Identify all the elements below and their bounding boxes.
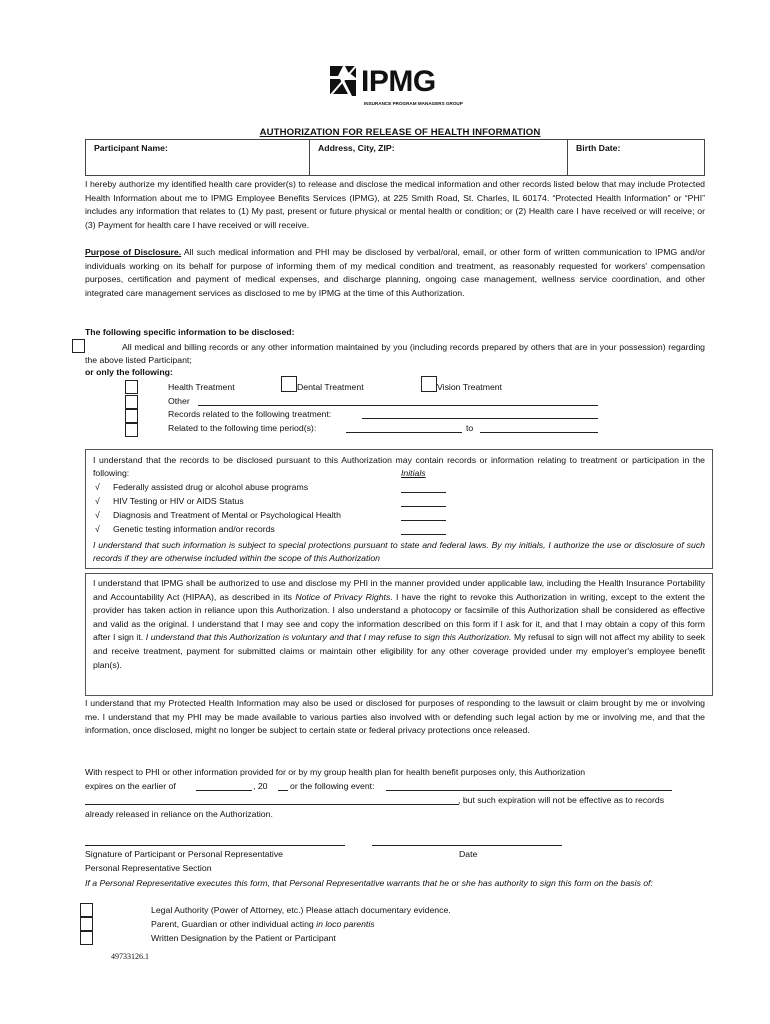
initials-line[interactable] (401, 506, 446, 507)
sensitive-item-label: HIV Testing or HIV or AIDS Status (113, 496, 244, 506)
birth-date-label: Birth Date: (576, 143, 621, 153)
logo (328, 64, 478, 110)
initials-line[interactable] (401, 534, 446, 535)
all-records-text (85, 341, 705, 366)
check-icon: √ (95, 482, 100, 492)
expiration-line-2 (85, 781, 176, 791)
check-icon: √ (95, 496, 100, 506)
parent-guardian-text: Parent, Guardian or other individual acting (151, 919, 314, 929)
purpose-paragraph (85, 246, 705, 300)
voluntary-statement: I understand that this Authorization is voluntary and that I may refuse to sign this Authorization. (145, 632, 512, 643)
participant-name-label: Participant Name: (94, 143, 168, 153)
health-treatment-checkbox[interactable] (125, 380, 138, 394)
personal-rep-heading: Personal Representative Section (85, 863, 212, 873)
records-related-label: Records related to the following treatment: (168, 409, 332, 419)
sensitive-item (95, 509, 341, 522)
legal-authority-checkbox[interactable] (80, 903, 93, 917)
time-period-to-line[interactable] (480, 432, 598, 433)
signature-line[interactable] (85, 845, 345, 846)
all-records-checkbox[interactable] (72, 339, 85, 353)
sensitive-item (95, 495, 244, 508)
sensitive-item (95, 523, 275, 536)
expiration-event-line-2[interactable] (85, 804, 459, 805)
records-related-line[interactable] (362, 418, 598, 419)
ipmg-logo-mark-icon (328, 64, 358, 98)
expiration-line-1: With respect to PHI or other information provided for or by my group health plan for health benefit purposes only, this Authorization (85, 767, 586, 777)
vision-treatment-checkbox[interactable] (421, 376, 437, 392)
time-period-from-line[interactable] (346, 432, 462, 433)
written-designation-checkbox[interactable] (80, 931, 93, 945)
expiration-year-line[interactable] (278, 790, 288, 791)
expiration-date-line[interactable] (196, 790, 252, 791)
time-period-label: Related to the following time period(s): (168, 423, 317, 433)
sensitive-note: I understand that such information is subject to special protections pursuant to state and federal laws. By my initials, I authorize the use or disclosure of such records if they are otherwise included within the scope of this Authorization (93, 540, 705, 563)
other-label: Other (168, 396, 190, 406)
dental-treatment-label: Dental Treatment (297, 382, 364, 392)
privacy-notice-ref: Notice of Privacy Rights (295, 591, 391, 602)
sensitive-intro: I understand that the records to be disclosed pursuant to this Authorization may contain records or information relating to treatment or participation in the following: (93, 455, 705, 478)
personal-rep-note: If a Personal Representative executes this form, that Personal Representative warrants that he or she has authority to sign this form on the basis of: (85, 878, 653, 888)
rights-text-3: My refusal to sign will not affect my ability to seek and receive treatment, payment for submitted claims or maintain other eligibility for any other coverage provided under my employer's employee benefit plan(s). (93, 632, 705, 670)
rights-text-2: . I have the right to revoke this Authorization in writing, except to the extent the provider has taken action in reliance upon this Authorization. I also understand a photocopy or facsimile of this Authorization shall be considered as effective and valid as the original. I understand that I may see and copy the information described on this form if I ask for it, and that I may obtain a copy of this form after I sign it. (93, 591, 705, 643)
expiration-line-4: already released in reliance on the Authorization. (85, 809, 273, 819)
initials-label: Initials (401, 468, 426, 478)
sensitive-item (95, 481, 308, 494)
expiration-line-3: , but such expiration will not be effective as to records (458, 795, 665, 805)
all-records-label: All medical and billing records or any other information maintained by you (including records prepared by others that are in your possession) regarding the above listed Participant; (85, 342, 705, 365)
time-period-checkbox[interactable] (125, 423, 138, 437)
other-checkbox[interactable] (125, 395, 138, 409)
intro-paragraph: I hereby authorize my identified health care provider(s) to release and disclose the medical information and other records listed below that may include Protected Health Information about me to IPMG Employee Benefits Services (IPMG), at 225 Smith Road, St. Charles, IL 60174. “Protected Health Information” or “PHI” includes any information that relates to (1) My past, present or future physical or mental health or condition; or (2) Health care I have received or will receive; or (3) Payment for health care I have received or will receive. (85, 179, 705, 230)
logo-tagline: INSURANCE PROGRAM MANAGERS GROUP (364, 101, 463, 106)
document-number: 49733126.1 (111, 952, 149, 961)
date-line[interactable] (372, 845, 562, 846)
logo-text: IPMG (361, 65, 436, 98)
sensitive-item-label: Federally assisted drug or alcohol abuse programs (113, 482, 309, 492)
purpose-heading: Purpose of Disclosure. (85, 247, 182, 257)
other-line[interactable] (198, 405, 598, 406)
or-only-label: or only the following: (85, 367, 173, 377)
event-label: or the following event: (290, 781, 375, 791)
participant-name-field[interactable] (85, 139, 310, 176)
written-designation-label: Written Designation by the Patient or Participant (151, 933, 336, 943)
check-icon: √ (95, 524, 100, 534)
initials-line[interactable] (401, 520, 446, 521)
vision-treatment-label: Vision Treatment (437, 382, 503, 392)
date-label: Date (459, 849, 478, 859)
expiration-event-line[interactable] (386, 790, 672, 791)
expires-on-label: expires on the earlier of (85, 781, 176, 791)
health-treatment-label: Health Treatment (168, 382, 235, 392)
sensitive-item-label: Genetic testing information and/or records (113, 524, 275, 534)
purpose-text: All such medical information and PHI may be disclosed by verbal/oral, email, or other form of written communication to IPMG and/or individuals working on its behalf for purpose of informing them of my medical condition and treatment, as reasonably requested for workers' compensation purposes, certification and payment of medical expenses, and discharge planning, ongoing case management, wellness service coordination, and other integrated care management services as disclosed to me by IPMG at the time of this Authorization. (85, 247, 706, 298)
time-period-to-label: to (466, 423, 474, 433)
specific-heading: The following specific information to be disclosed: (85, 327, 295, 337)
initials-line[interactable] (401, 492, 446, 493)
records-related-checkbox[interactable] (125, 409, 138, 423)
sensitive-item-label: Diagnosis and Treatment of Mental or Psychological Health (113, 510, 341, 520)
dental-treatment-checkbox[interactable] (281, 376, 297, 392)
lawsuit-paragraph: I understand that my Protected Health Information may also be used or disclosed for purposes of responding to the lawsuit or claim brought by me or involving me. I understand that my PHI may be made available to various parties also involved with or defending such legal action by me or involving me, and that the information, once disclosed, might no longer be subject to certain state or federal privacy protections once released. (85, 698, 705, 736)
parent-guardian-label (151, 919, 375, 929)
address-label: Address, City, ZIP: (318, 143, 395, 153)
check-icon: √ (95, 510, 100, 520)
page-title: AUTHORIZATION FOR RELEASE OF HEALTH INFORMATION (259, 127, 541, 138)
in-loco-parentis-text: in loco parentis (316, 919, 375, 929)
signature-label: Signature of Participant or Personal Representative (85, 849, 283, 859)
address-field[interactable] (309, 139, 568, 176)
birth-date-field[interactable] (567, 139, 705, 176)
rights-paragraph (93, 577, 705, 672)
year-prefix-label: , 20 (253, 781, 268, 791)
legal-authority-label: Legal Authority (Power of Attorney, etc.) Please attach documentary evidence. (151, 905, 451, 915)
parent-guardian-checkbox[interactable] (80, 917, 93, 931)
rights-text-1: I understand that IPMG shall be authorized to use and disclose my PHI in the manner provided under applicable law, including the Health Insurance Portability and Accountability Act (HIPAA), as described in its (93, 578, 705, 602)
